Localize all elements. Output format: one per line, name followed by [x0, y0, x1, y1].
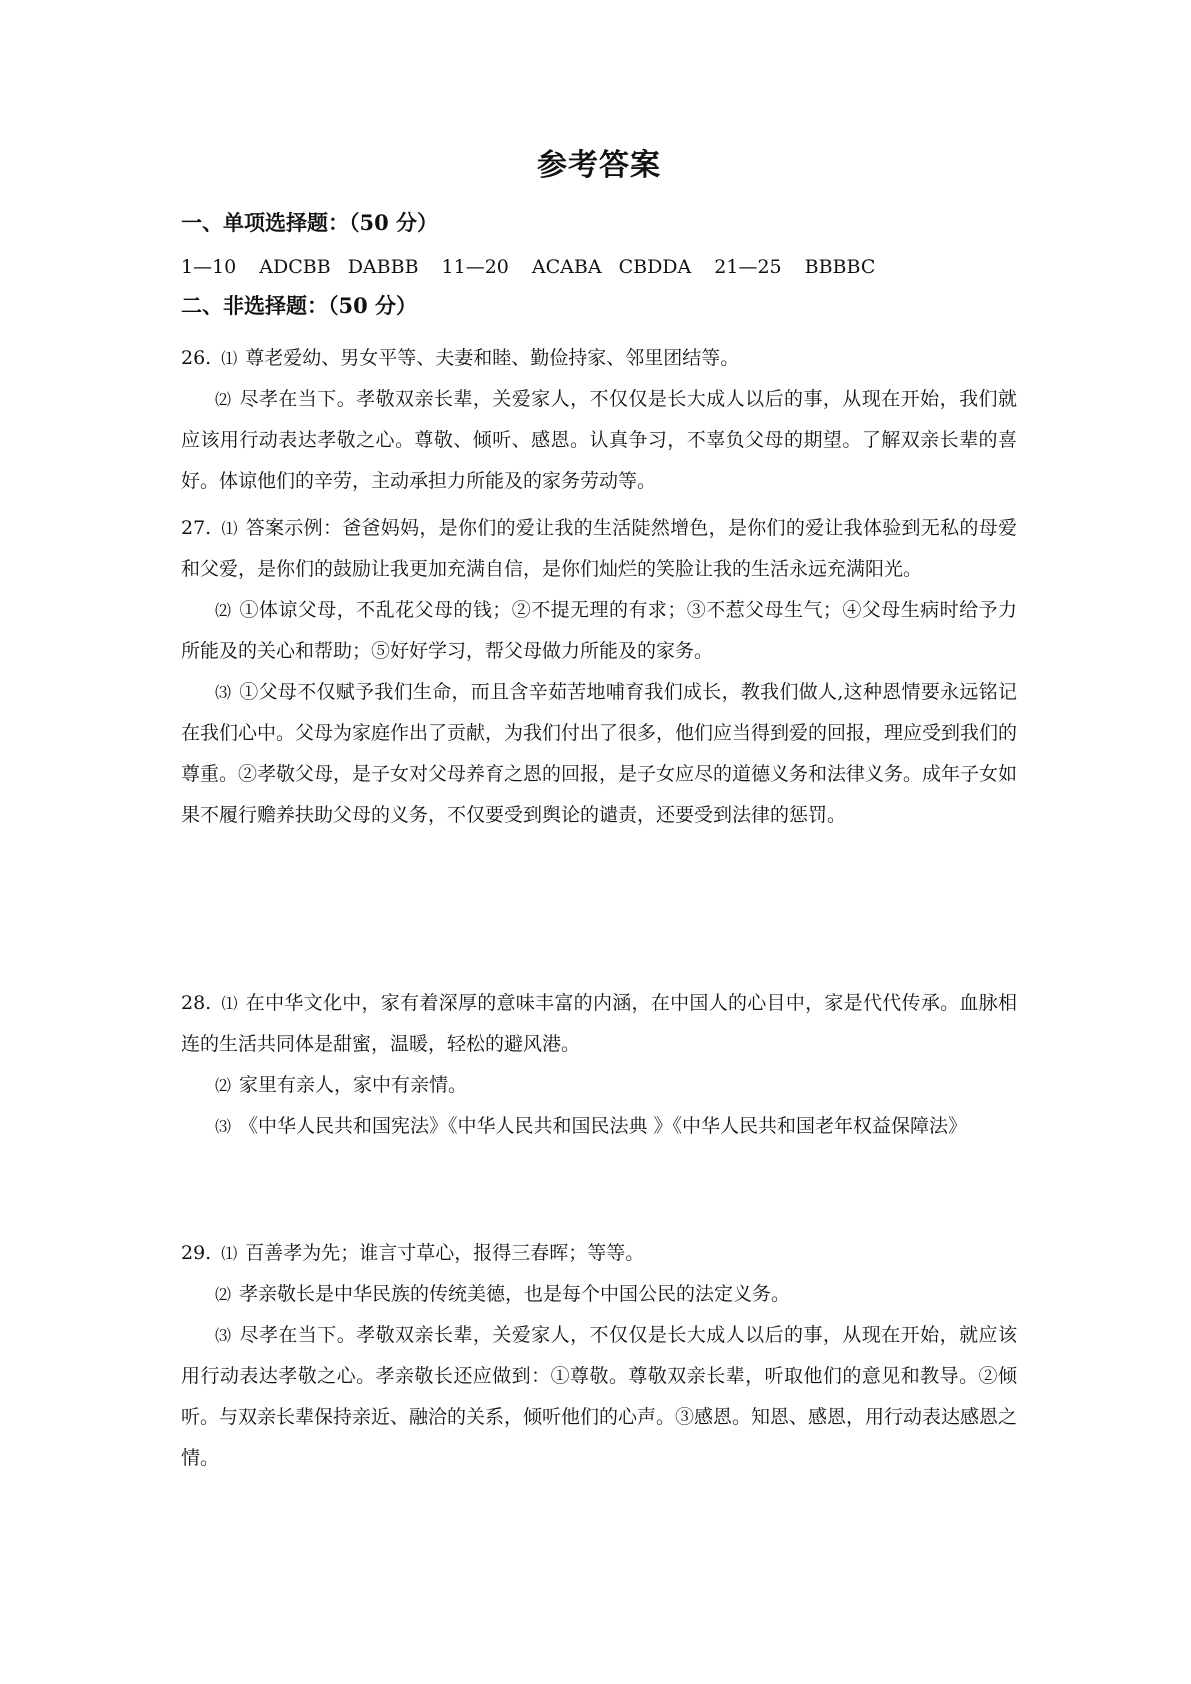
question-26-part-2: [181, 379, 1017, 502]
sub-question-mark: ⑴: [221, 994, 238, 1013]
question-27-part-2: [181, 590, 1017, 672]
question-number: 27.: [181, 517, 212, 539]
answer-group: DABBB: [347, 256, 419, 278]
sub-question-mark: ⑵: [215, 1076, 232, 1095]
answer-text: 《中华人民共和国宪法》《中华人民共和国民法典 》《中华人民共和国老年权益保障法》: [239, 1115, 968, 1137]
answer-text: 家里有亲人，家中有亲情。: [239, 1074, 468, 1096]
answer-text: ①体谅父母，不乱花父母的钱；②不提无理的有求；③不惹父母生气；④父母生病时给予力所能及的关心和帮助；⑤好好学习，帮父母做力所能及的家务。: [181, 599, 1017, 662]
question-27-part-1: [181, 508, 1017, 590]
answer-text: 百善孝为先；谁言寸草心，报得三春晖；等等。: [245, 1242, 645, 1264]
question-29-part-2: [181, 1274, 1017, 1315]
question-29-part-3: [181, 1315, 1017, 1479]
sub-question-mark: ⑶: [215, 683, 232, 702]
question-26: [181, 338, 1017, 502]
sub-question-mark: ⑴: [221, 349, 238, 368]
answer-text: 答案示例：爸爸妈妈，是你们的爱让我的生活陡然增色，是你们的爱让我体验到无私的母爱和父爱，是你们的鼓励让我更加充满自信，是你们灿烂的笑脸让我的生活永远充满阳光。: [181, 517, 1017, 580]
section-heading-non-choice: 二、非选择题：（50 分）: [181, 293, 418, 318]
question-27-part-3: [181, 672, 1017, 836]
answer-group: BBBBC: [804, 256, 876, 278]
sub-question-mark: ⑶: [215, 1326, 232, 1345]
answer-text: 尽孝在当下。孝敬双亲长辈，关爱家人，不仅仅是长大成人以后的事，从现在开始，我们就应该用行动表达孝敬之心。尊敬、倾听、感恩。认真争习，不辜负父母的期望。了解双亲长辈的喜好。体谅他们的辛劳，主动承担力所能及的家务劳动等。: [181, 388, 1017, 492]
sub-question-mark: ⑵: [215, 390, 232, 409]
question-number: 28.: [181, 992, 212, 1014]
question-28-part-3: [181, 1106, 1017, 1147]
question-number: 29.: [181, 1242, 212, 1264]
question-29-part-1: [181, 1233, 1017, 1274]
answer-group: ADCBB: [259, 256, 331, 278]
sub-question-mark: ⑴: [221, 1244, 238, 1263]
answer-range: 1—10: [181, 256, 237, 278]
single-choice-answers: [181, 252, 892, 282]
sub-question-mark: ⑴: [221, 519, 238, 538]
question-27: [181, 508, 1017, 836]
sub-question-mark: ⑵: [215, 601, 232, 620]
answer-text: 在中华文化中，家有着深厚的意味丰富的内涵，在中国人的心目中，家是代代传承。血脉相连的生活共同体是甜蜜，温暖，轻松的避风港。: [181, 992, 1017, 1055]
question-26-part-1: [181, 338, 1017, 379]
answer-text: ①父母不仅赋予我们生命，而且含辛茹苦地哺育我们成长，教我们做人,这种恩情要永远铭记在我们心中。父母为家庭作出了贡献，为我们付出了很多，他们应当得到爱的回报，理应受到我们的尊重。②孝敬父母，是子女对父母养育之恩的回报，是子女应尽的道德义务和法律义务。成年子女如果不履行赡养扶助父母的义务，不仅要受到舆论的谴责，还要受到法律的惩罚。: [181, 681, 1018, 826]
answer-text: 孝亲敬长是中华民族的传统美德，也是每个中国公民的法定义务。: [239, 1283, 791, 1305]
answer-group: CBDDA: [618, 256, 692, 278]
question-28-part-2: [181, 1065, 1017, 1106]
answer-range: 21—25: [714, 256, 782, 278]
answer-text: 尽孝在当下。孝敬双亲长辈，关爱家人，不仅仅是长大成人以后的事，从现在开始，就应该用行动表达孝敬之心。孝亲敬长还应做到：①尊敬。尊敬双亲长辈，听取他们的意见和教导。②倾听。与双亲长辈保持亲近、融洽的关系，倾听他们的心声。③感恩。知恩、感恩，用行动表达感恩之情。: [181, 1324, 1018, 1469]
question-28-part-1: [181, 983, 1017, 1065]
question-number: 26.: [181, 347, 212, 369]
question-28: [181, 983, 1017, 1147]
answer-range: 11—20: [441, 256, 509, 278]
question-29: [181, 1233, 1017, 1479]
sub-question-mark: ⑶: [215, 1117, 232, 1136]
answer-text: 尊老爱幼、男女平等、夫妻和睦、勤俭持家、邻里团结等。: [245, 347, 740, 369]
page-title: 参考答案: [537, 148, 661, 183]
answer-group: ACABA: [531, 256, 602, 278]
sub-question-mark: ⑵: [215, 1285, 232, 1304]
section-heading-single-choice: 一、单项选择题：（50 分）: [181, 210, 439, 235]
